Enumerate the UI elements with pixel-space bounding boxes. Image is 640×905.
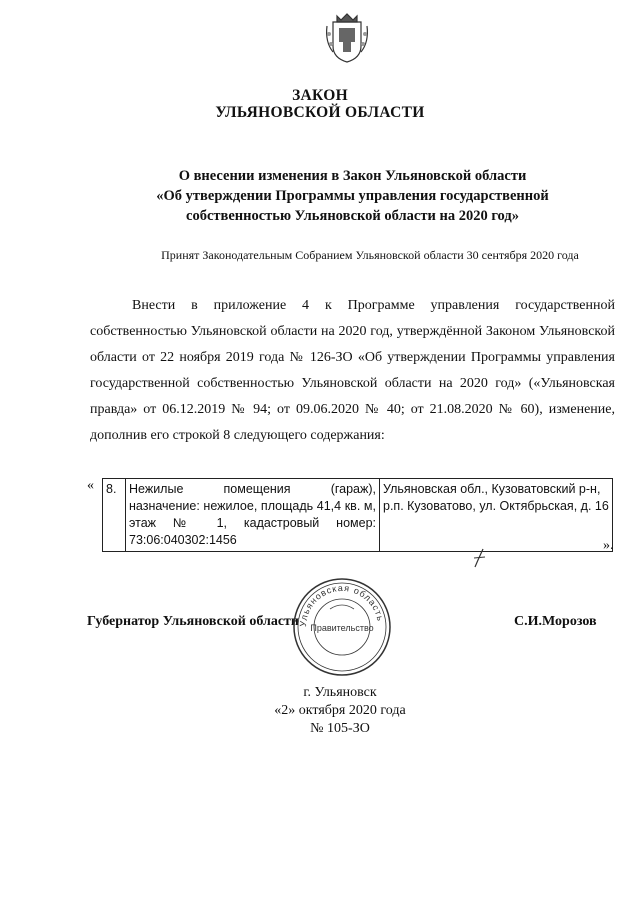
signing-date: «2» октября 2020 года — [274, 703, 406, 718]
official-seal-icon — [290, 575, 394, 679]
row-description: Нежилые помещения (гараж), назначение: нежилое, площадь 41,4 кв. м, этаж № 1, кадастровый номер: 73:06:040302:1456 — [126, 479, 380, 552]
law-region: УЛЬЯНОВСКОЙ ОБЛАСТИ — [215, 104, 425, 121]
seal-center-text: Правительство — [310, 623, 374, 633]
coat-of-arms-icon — [323, 12, 371, 64]
subject-line-3: собственностью Ульяновской области на 2020 год» — [186, 208, 519, 224]
law-subject — [80, 166, 625, 226]
amendment-table — [102, 478, 613, 552]
quote-open: « — [87, 478, 94, 493]
handwritten-mark-icon — [472, 548, 486, 568]
signing-place — [0, 684, 640, 738]
governor-label: Губернатор Ульяновской области — [87, 614, 299, 629]
row-number: 8. — [103, 479, 126, 552]
law-number: № 105-ЗО — [310, 721, 370, 736]
row-address: Ульяновская обл., Кузоватовский р-н, р.п. Кузоватово, ул. Октябрьская, д. 16 — [380, 479, 613, 552]
adoption-note: Принят Законодательным Собранием Ульяновской области 30 сентября 2020 года — [161, 248, 579, 262]
table-row — [103, 479, 613, 552]
law-title: ЗАКОН — [292, 87, 348, 104]
subject-line-2: «Об утверждении Программы управления государственной — [156, 188, 549, 204]
subject-line-1: О внесении изменения в Закон Ульяновской области — [178, 168, 527, 184]
governor-name: С.И.Морозов — [514, 614, 597, 629]
city: г. Ульяновск — [303, 685, 377, 700]
quote-close: ». — [603, 538, 614, 553]
body-paragraph: Внести в приложение 4 к Программе управления государственной собственностью Ульяновской области на 2020 год, утверждённой Законом Ульяновской области от 22 ноября 2019 года № 126-ЗО «Об утверждении Программы управления государственной собственностью Ульяновской области на 2020 год» («Ульяновская правда» от 06.12.2019 № 94; от 09.06.2020 № 40; от 21.08.2020 № 60), изменение, дополнив его строкой 8 следующего содержания: — [90, 298, 615, 443]
seal-ring-text: Ульяновская область — [297, 582, 386, 628]
